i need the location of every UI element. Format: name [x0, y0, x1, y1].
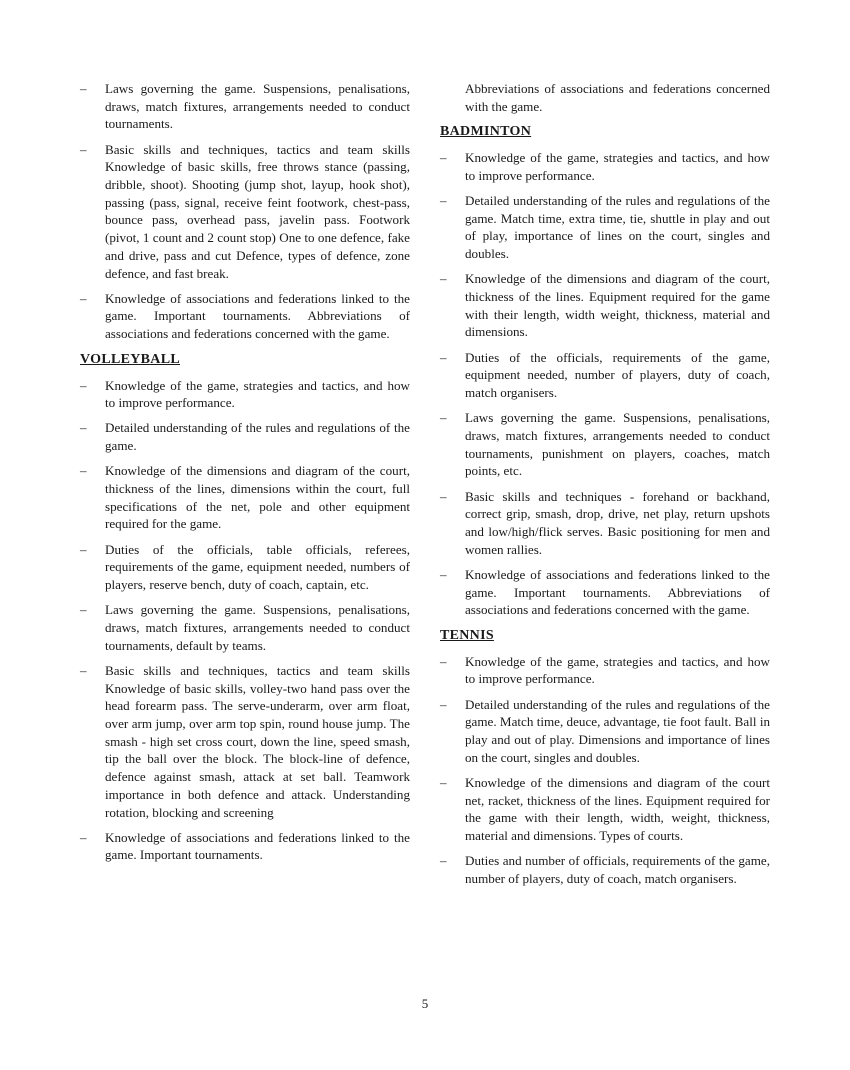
list-item-text: Knowledge of the dimensions and diagram of the court net, racket, thickness of the lines. Equipment required for the game with their length, width, weight, thickness, material and dimensions. Types of courts.	[465, 774, 770, 844]
list-item-text: Duties of the officials, table officials, referees, requirements of the game, equipment needed, numbers of players, reserve bench, duty of coach, captain, etc.	[105, 541, 410, 593]
list-item	[440, 349, 770, 402]
list-item-text: Detailed understanding of the rules and regulations of the game. Match time, extra time, tie, shuttle in play and out of play, importance of lines on the court, singles and doubles.	[465, 193, 770, 262]
continuation-text: Abbreviations of associations and federations concerned with the game.	[465, 81, 770, 114]
list-item-text: Duties and number of officials, requirements of the game, number of players, duty of coach, match organisers.	[465, 853, 770, 886]
list-item	[440, 270, 770, 341]
left-column	[80, 80, 410, 872]
bullet-dash: –	[440, 853, 447, 869]
list-item	[440, 696, 770, 767]
list-item	[80, 377, 410, 412]
list-item-text: Knowledge of associations and federations linked to the game. Important tournaments. Abbreviations of associations and federations concerned with the game.	[465, 566, 770, 618]
list-item	[80, 541, 410, 594]
page-number: 5	[421, 996, 429, 1011]
list-item-text: Laws governing the game. Suspensions, penalisations, draws, match fixtures, arrangements needed to conduct tournaments, default by teams.	[105, 602, 410, 653]
bullet-dash: –	[440, 410, 447, 426]
list-item	[80, 601, 410, 654]
list-item	[440, 774, 770, 845]
list-item	[440, 149, 770, 184]
list-item-text: Laws governing the game. Suspensions, penalisations, draws, match fixtures, arrangements needed to conduct tournaments.	[105, 81, 410, 132]
bullet-dash: –	[440, 774, 447, 790]
tennis-list	[440, 653, 770, 888]
bullet-dash: –	[440, 696, 447, 712]
bullet-dash: –	[80, 541, 87, 557]
bullet-dash: –	[80, 141, 87, 157]
bullet-dash: –	[80, 290, 87, 306]
list-item-text: Knowledge of associations and federations linked to the game. Important tournaments.	[105, 829, 410, 863]
list-item-text: Duties of the officials, requirements of the game, equipment needed, number of players, duty of coach, match organisers.	[465, 349, 770, 401]
tennis-heading: TENNIS	[440, 627, 494, 643]
list-item	[440, 852, 770, 887]
right-column	[440, 80, 770, 895]
bullet-dash: –	[440, 488, 447, 504]
list-item-text: Laws governing the game. Suspensions, penalisations, draws, match fixtures, arrangements needed to conduct tournaments, punishment on players, coaches, match points, etc.	[465, 410, 770, 479]
bullet-dash: –	[440, 150, 447, 166]
list-item	[80, 290, 410, 343]
list-item-text: Knowledge of the game, strategies and tactics, and how to improve performance.	[105, 377, 410, 411]
list-item	[80, 829, 410, 864]
bullet-dash: –	[80, 81, 87, 96]
bullet-dash: –	[80, 377, 87, 393]
list-item-text: Detailed understanding of the rules and regulations of the game. Match time, deuce, advantage, tie foot fault. Ball in play and out of play. Dimensions and importance of lines on the court, singles and doubles.	[465, 696, 770, 765]
bullet-dash: –	[80, 602, 87, 618]
list-item	[80, 662, 410, 821]
left-top-list	[80, 80, 410, 343]
bullet-dash: –	[80, 662, 87, 678]
list-item-text: Detailed understanding of the rules and regulations of the game.	[105, 420, 410, 454]
list-item-text: Knowledge of the game, strategies and tactics, and how to improve performance.	[465, 150, 770, 183]
badminton-list	[440, 149, 770, 619]
list-item	[440, 192, 770, 263]
list-item	[80, 419, 410, 454]
list-item	[440, 409, 770, 480]
list-item-text: Basic skills and techniques, tactics and team skills Knowledge of basic skills, free throws stance (passing, dribble, shoot). Shooting (jump shot, layup, hook shot), passing (pass, signal, receive feint footwork, chest-pass, bounce pass, overhead pass, javelin pass. Footwork (pivot, 1 count and 2 count stop) One to one defence, fake and drive, pass and cut Defence, types of defence, zone defence, and fast break.	[105, 141, 410, 281]
bullet-dash: –	[80, 829, 87, 845]
list-item	[440, 653, 770, 688]
list-item-text: Basic skills and techniques - forehand or backhand, correct grip, smash, drop, drive, net play, return upshots and low/high/flick serves. Basic positioning for men and women rallies.	[465, 488, 770, 557]
list-item	[440, 488, 770, 559]
list-item-text: Knowledge of the dimensions and diagram of the court, thickness of the lines, dimensions within the court, full specifications of the net, pole and other equipment required for the game.	[105, 463, 410, 532]
list-item-text: Knowledge of the game, strategies and tactics, and how to improve performance.	[465, 653, 770, 687]
volleyball-list	[80, 377, 410, 865]
list-item	[80, 141, 410, 283]
list-item-text: Knowledge of the dimensions and diagram of the court, thickness of the lines. Equipment required for the game with their length, width weight, thickness, material and dimensions.	[465, 271, 770, 340]
volleyball-heading: VOLLEYBALL	[80, 351, 180, 367]
list-item	[80, 80, 410, 133]
list-item	[440, 566, 770, 619]
bullet-dash: –	[440, 349, 447, 365]
bullet-dash: –	[440, 653, 447, 669]
bullet-dash: –	[440, 271, 447, 287]
badminton-heading: BADMINTON	[440, 124, 532, 140]
bullet-dash: –	[440, 193, 447, 209]
bullet-dash: –	[440, 566, 447, 582]
list-item-text: Basic skills and techniques, tactics and team skills Knowledge of basic skills, volley-two hand pass over the head forearm pass. The serve-underarm, over arm float, over arm jump, over arm top spin, round house jump. The smash - high set cross court, down the line, speed smash, tip the ball over the block. The block-line of defence, defence against smash, attack at set ball. Teamwork importance in both defence and attack. Understanding rotation, blocking and screening	[105, 662, 410, 820]
bullet-dash: –	[80, 420, 87, 436]
list-item	[80, 462, 410, 533]
list-item-text: Knowledge of associations and federations linked to the game. Important tournaments. Abbreviations of associations and federations concerned with the game.	[105, 290, 410, 342]
bullet-dash: –	[80, 463, 87, 479]
